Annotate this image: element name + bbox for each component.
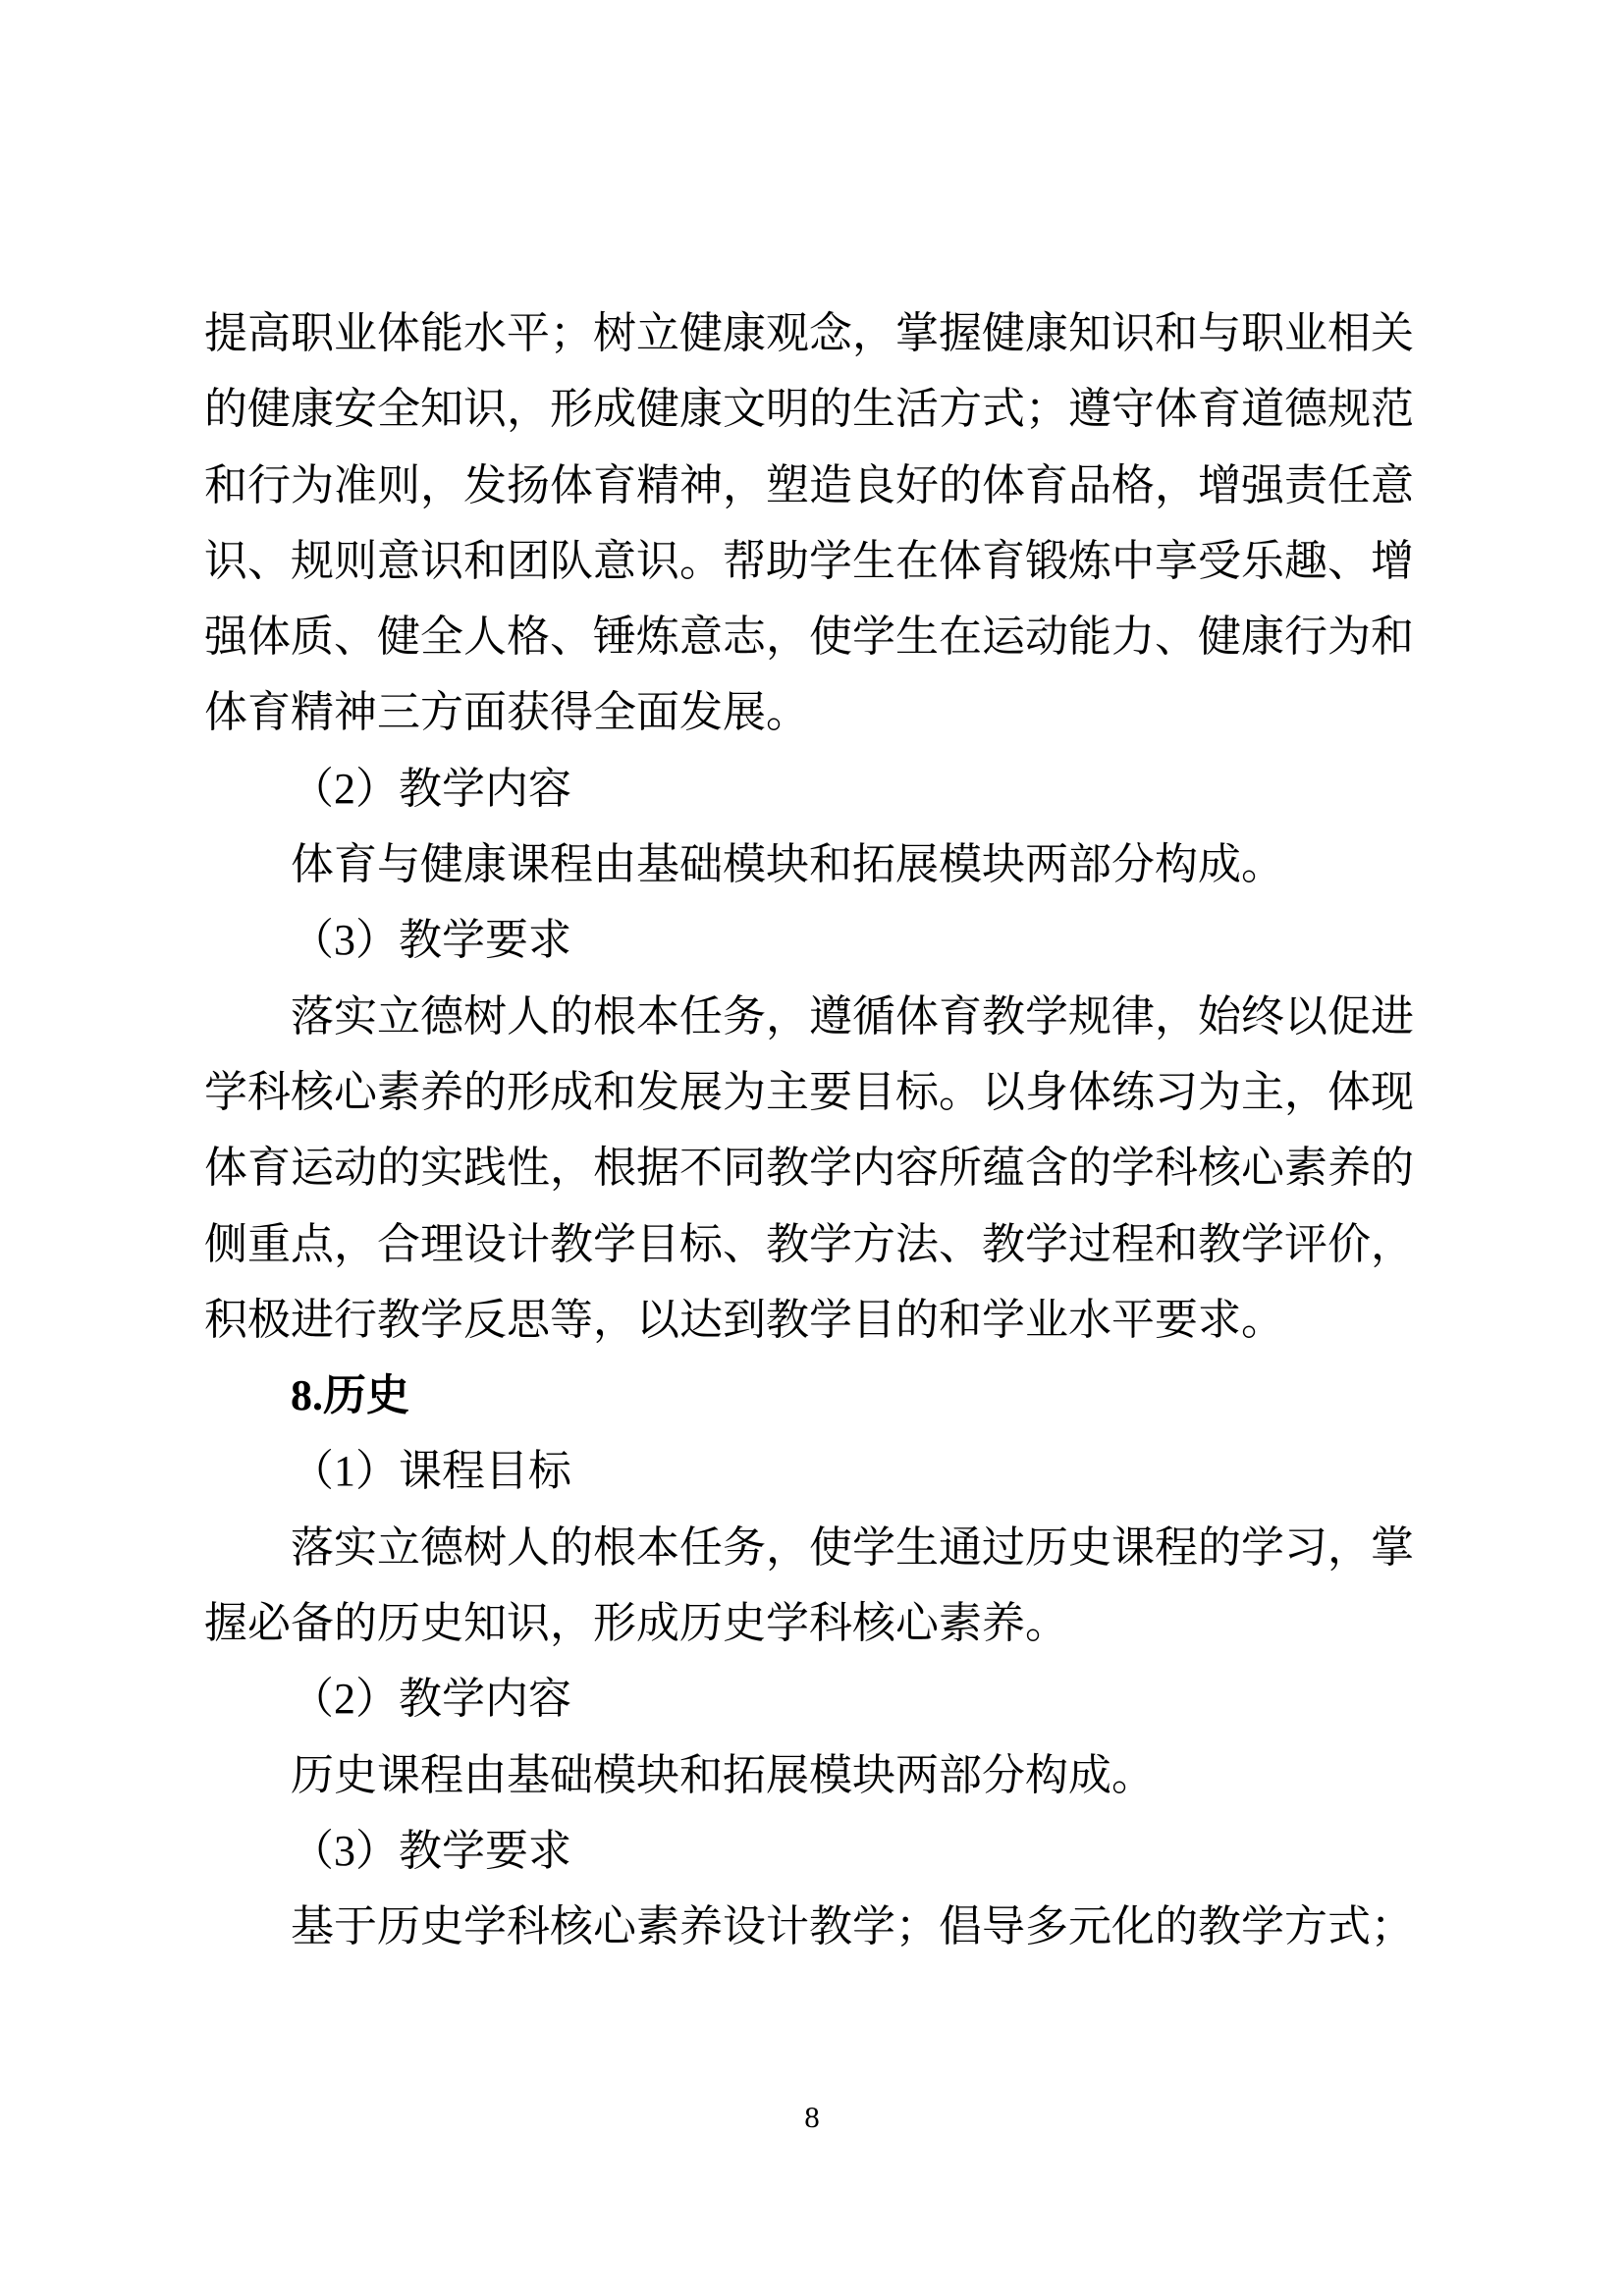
document-body [204, 295, 1414, 1965]
subsection-heading-teaching-content: （2）教学内容 [291, 764, 571, 813]
body-line: 识 、 规 则 意 识 和 团 队 意 识 。 帮 助 学 生 在 体 育 锻 炼 中 享 受 乐 趣 、 增 [204, 536, 1414, 585]
body-line: 强 体 质 、 健 全 人 格 、 锤 炼 意 志 ， 使 学 生 在 运 动 能 力 、 健 康 行 为 和 [204, 613, 1414, 662]
section-heading-history: 8.历史 [291, 1371, 409, 1420]
body-line: 落 实 立 德 树 人 的 根 本 任 务 ， 遵 循 体 育 教 学 规 律 ， 始 终 以 促 进 [291, 991, 1414, 1041]
body-line: 提 高 职 业 体 能 水 平 ； 树 立 健 康 观 念 ， 掌 握 健 康 知 识 和 与 职 业 相 关 [204, 309, 1414, 357]
body-line: 基 于 历 史 学 科 核 心 素 养 设 计 教 学 ； 倡 导 多 元 化 的 教 学 方 式 ； [291, 1902, 1414, 1951]
subsection-heading-teaching-content: （2）教学内容 [291, 1675, 571, 1724]
body-line: 积极进行教学反思等，以达到教学目的和学业水平要求。 [204, 1295, 1284, 1344]
subsection-heading-course-objectives: （1）课程目标 [291, 1447, 571, 1496]
body-line: 学 科 核 心 素 养 的 形 成 和 发 展 为 主 要 目 标 。 以 身 体 练 习 为 主 ， 体 现 [204, 1067, 1414, 1116]
body-line: 落 实 立 德 树 人 的 根 本 任 务 ， 使 学 生 通 过 历 史 课 程 的 学 习 ， 掌 [291, 1522, 1414, 1572]
page-number: 8 [804, 2100, 820, 2134]
subsection-heading-teaching-requirements: （3）教学要求 [291, 916, 571, 965]
body-line: 体 育 运 动 的 实 践 性 ， 根 据 不 同 教 学 内 容 所 蕴 含 的 学 科 核 心 素 养 的 [204, 1144, 1414, 1193]
body-line: 历史课程由基础模块和拓展模块两部分构成。 [291, 1750, 1155, 1799]
body-line: 和 行 为 准 则 ， 发 扬 体 育 精 神 ， 塑 造 良 好 的 体 育 品 格 ， 增 强 责 任 意 [204, 460, 1414, 509]
body-line: 握必备的历史知识，形成历史学科核心素养。 [204, 1599, 1068, 1648]
body-line: 的 健 康 安 全 知 识 ， 形 成 健 康 文 明 的 生 活 方 式 ； 遵 守 体 育 道 德 规 范 [204, 385, 1414, 434]
subsection-heading-teaching-requirements: （3）教学要求 [291, 1826, 571, 1875]
body-line: 体育与健康课程由基础模块和拓展模块两部分构成。 [291, 840, 1284, 889]
body-line: 体育精神三方面获得全面发展。 [204, 688, 809, 737]
body-line: 侧 重 点 ， 合 理 设 计 教 学 目 标 、 教 学 方 法 、 教 学 过 程 和 教 学 评 价 ， [204, 1219, 1414, 1268]
